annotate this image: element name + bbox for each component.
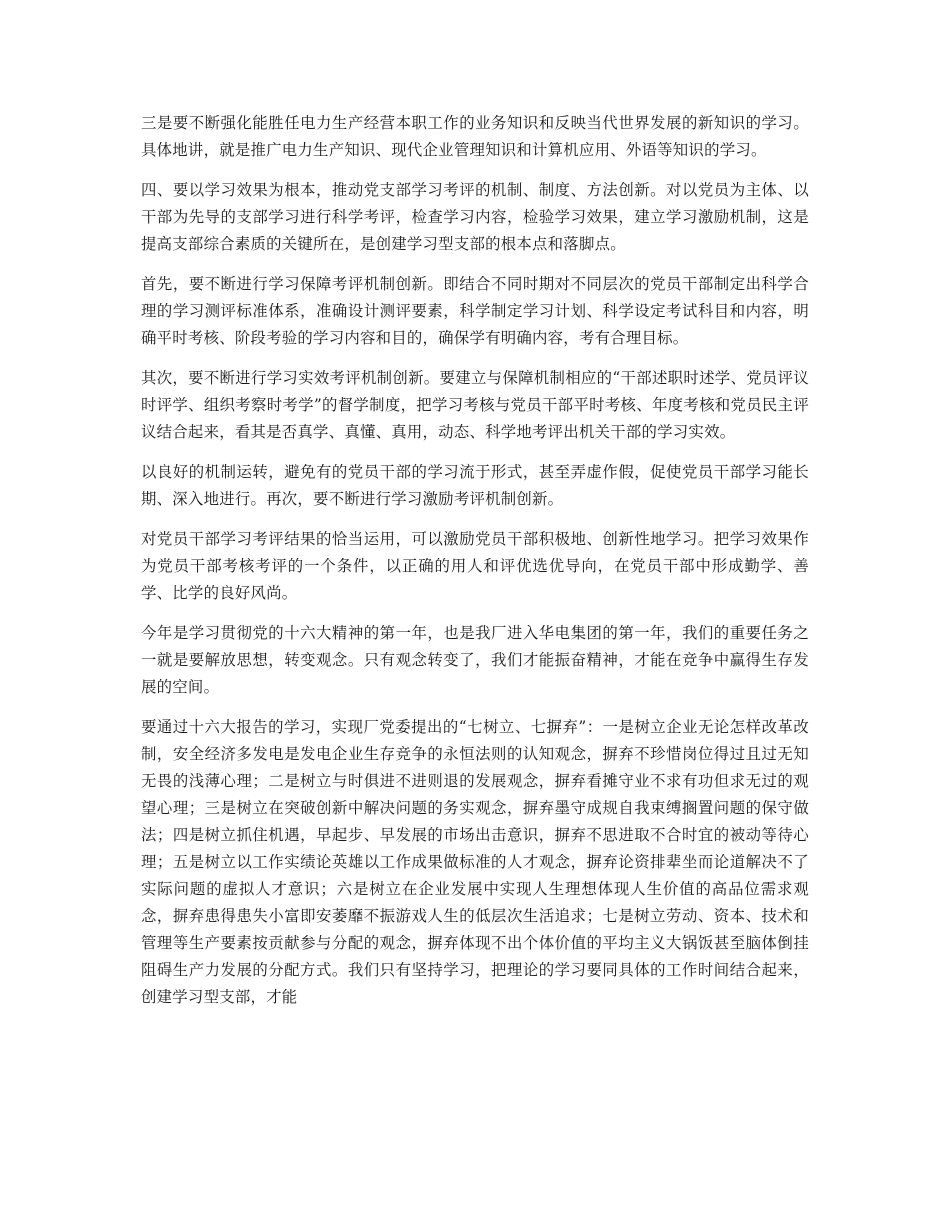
paragraph-5: 以良好的机制运转，避免有的党员干部的学习流于形式，甚至弄虚作假，促使党员干部学习能长期、深入地进行。再次，要不断进行学习激励考评机制创新。 (141, 463, 809, 508)
paragraph-2: 四、要以学习效果为根本，推动党支部学习考评的机制、制度、方法创新。对以党员为主体、以干部为先导的支部学习进行科学考评，检查学习内容，检验学习效果，建立学习激励机制，这是提高支部综合素质的关键所在，是创建学习型支部的根本点和落脚点。 (141, 181, 809, 253)
paragraph-7: 今年是学习贯彻党的十六大精神的第一年，也是我厂进入华电集团的第一年，我们的重要任务之一就是要解放思想，转变观念。只有观念转变了，我们才能振奋精神，才能在竞争中赢得生存发展的空间。 (141, 624, 809, 696)
document-body (141, 110, 809, 1011)
paragraph-1: 三是要不断强化能胜任电力生产经营本职工作的业务知识和反映当代世界发展的新知识的学习。具体地讲，就是推广电力生产知识、现代企业管理知识和计算机应用、外语等知识的学习。 (141, 114, 809, 159)
paragraph-6: 对党员干部学习考评结果的恰当运用，可以激励党员干部积极地、创新性地学习。把学习效果作为党员干部考核考评的一个条件，以正确的用人和评优选优导向，在党员干部中形成勤学、善学、比学的良好风尚。 (141, 530, 809, 602)
paragraph-3: 首先，要不断进行学习保障考评机制创新。即结合不同时期对不同层次的党员干部制定出科学合理的学习测评标准体系，准确设计测评要素，科学制定学习计划、科学设定考试科目和内容，明确平时考核、阶段考验的学习内容和目的，确保学有明确内容，考有合理目标。 (141, 275, 809, 347)
paragraph-8: 要通过十六大报告的学习，实现厂党委提出的“七树立、七摒弃”：一是树立企业无论怎样改革改制，安全经济多发电是发电企业生存竞争的永恒法则的认知观念，摒弃不珍惜岗位得过且过无知无畏的浅薄心理；二是树立与时俱进不进则退的发展观念，摒弃看摊守业不求有功但求无过的观望心理；三是树立在突破创新中解决问题的务实观念，摒弃墨守成规自我束缚搁置问题的保守做法；四是树立抓住机遇，早起步、早发展的市场出击意识，摒弃不思进取不合时宜的被动等待心理；五是树立以工作实绩论英雄以工作成果做标准的人才观念，摒弃论资排辈坐而论道解决不了实际问题的虚拟人才意识；六是树立在企业发展中实现人生理想体现人生价值的高品位需求观念，摒弃患得患失小富即安萎靡不振游戏人生的低层次生活追求；七是树立劳动、资本、技术和管理等生产要素按贡献参与分配的观念，摒弃体现不出个体价值的平均主义大锅饭甚至脑体倒挂阻碍生产力发展的分配方式。我们只有坚持学习，把理论的学习要同具体的工作时间结合起来，创建学习型支部，才能 (141, 718, 809, 1006)
paragraph-4: 其次，要不断进行学习实效考评机制创新。要建立与保障机制相应的“干部述职时述学、党员评议时评学、组织考察时考学”的督学制度，把学习考核与党员干部平时考核、年度考核和党员民主评议结合起来，看其是否真学、真懂、真用，动态、科学地考评出机关干部的学习实效。 (141, 369, 809, 441)
